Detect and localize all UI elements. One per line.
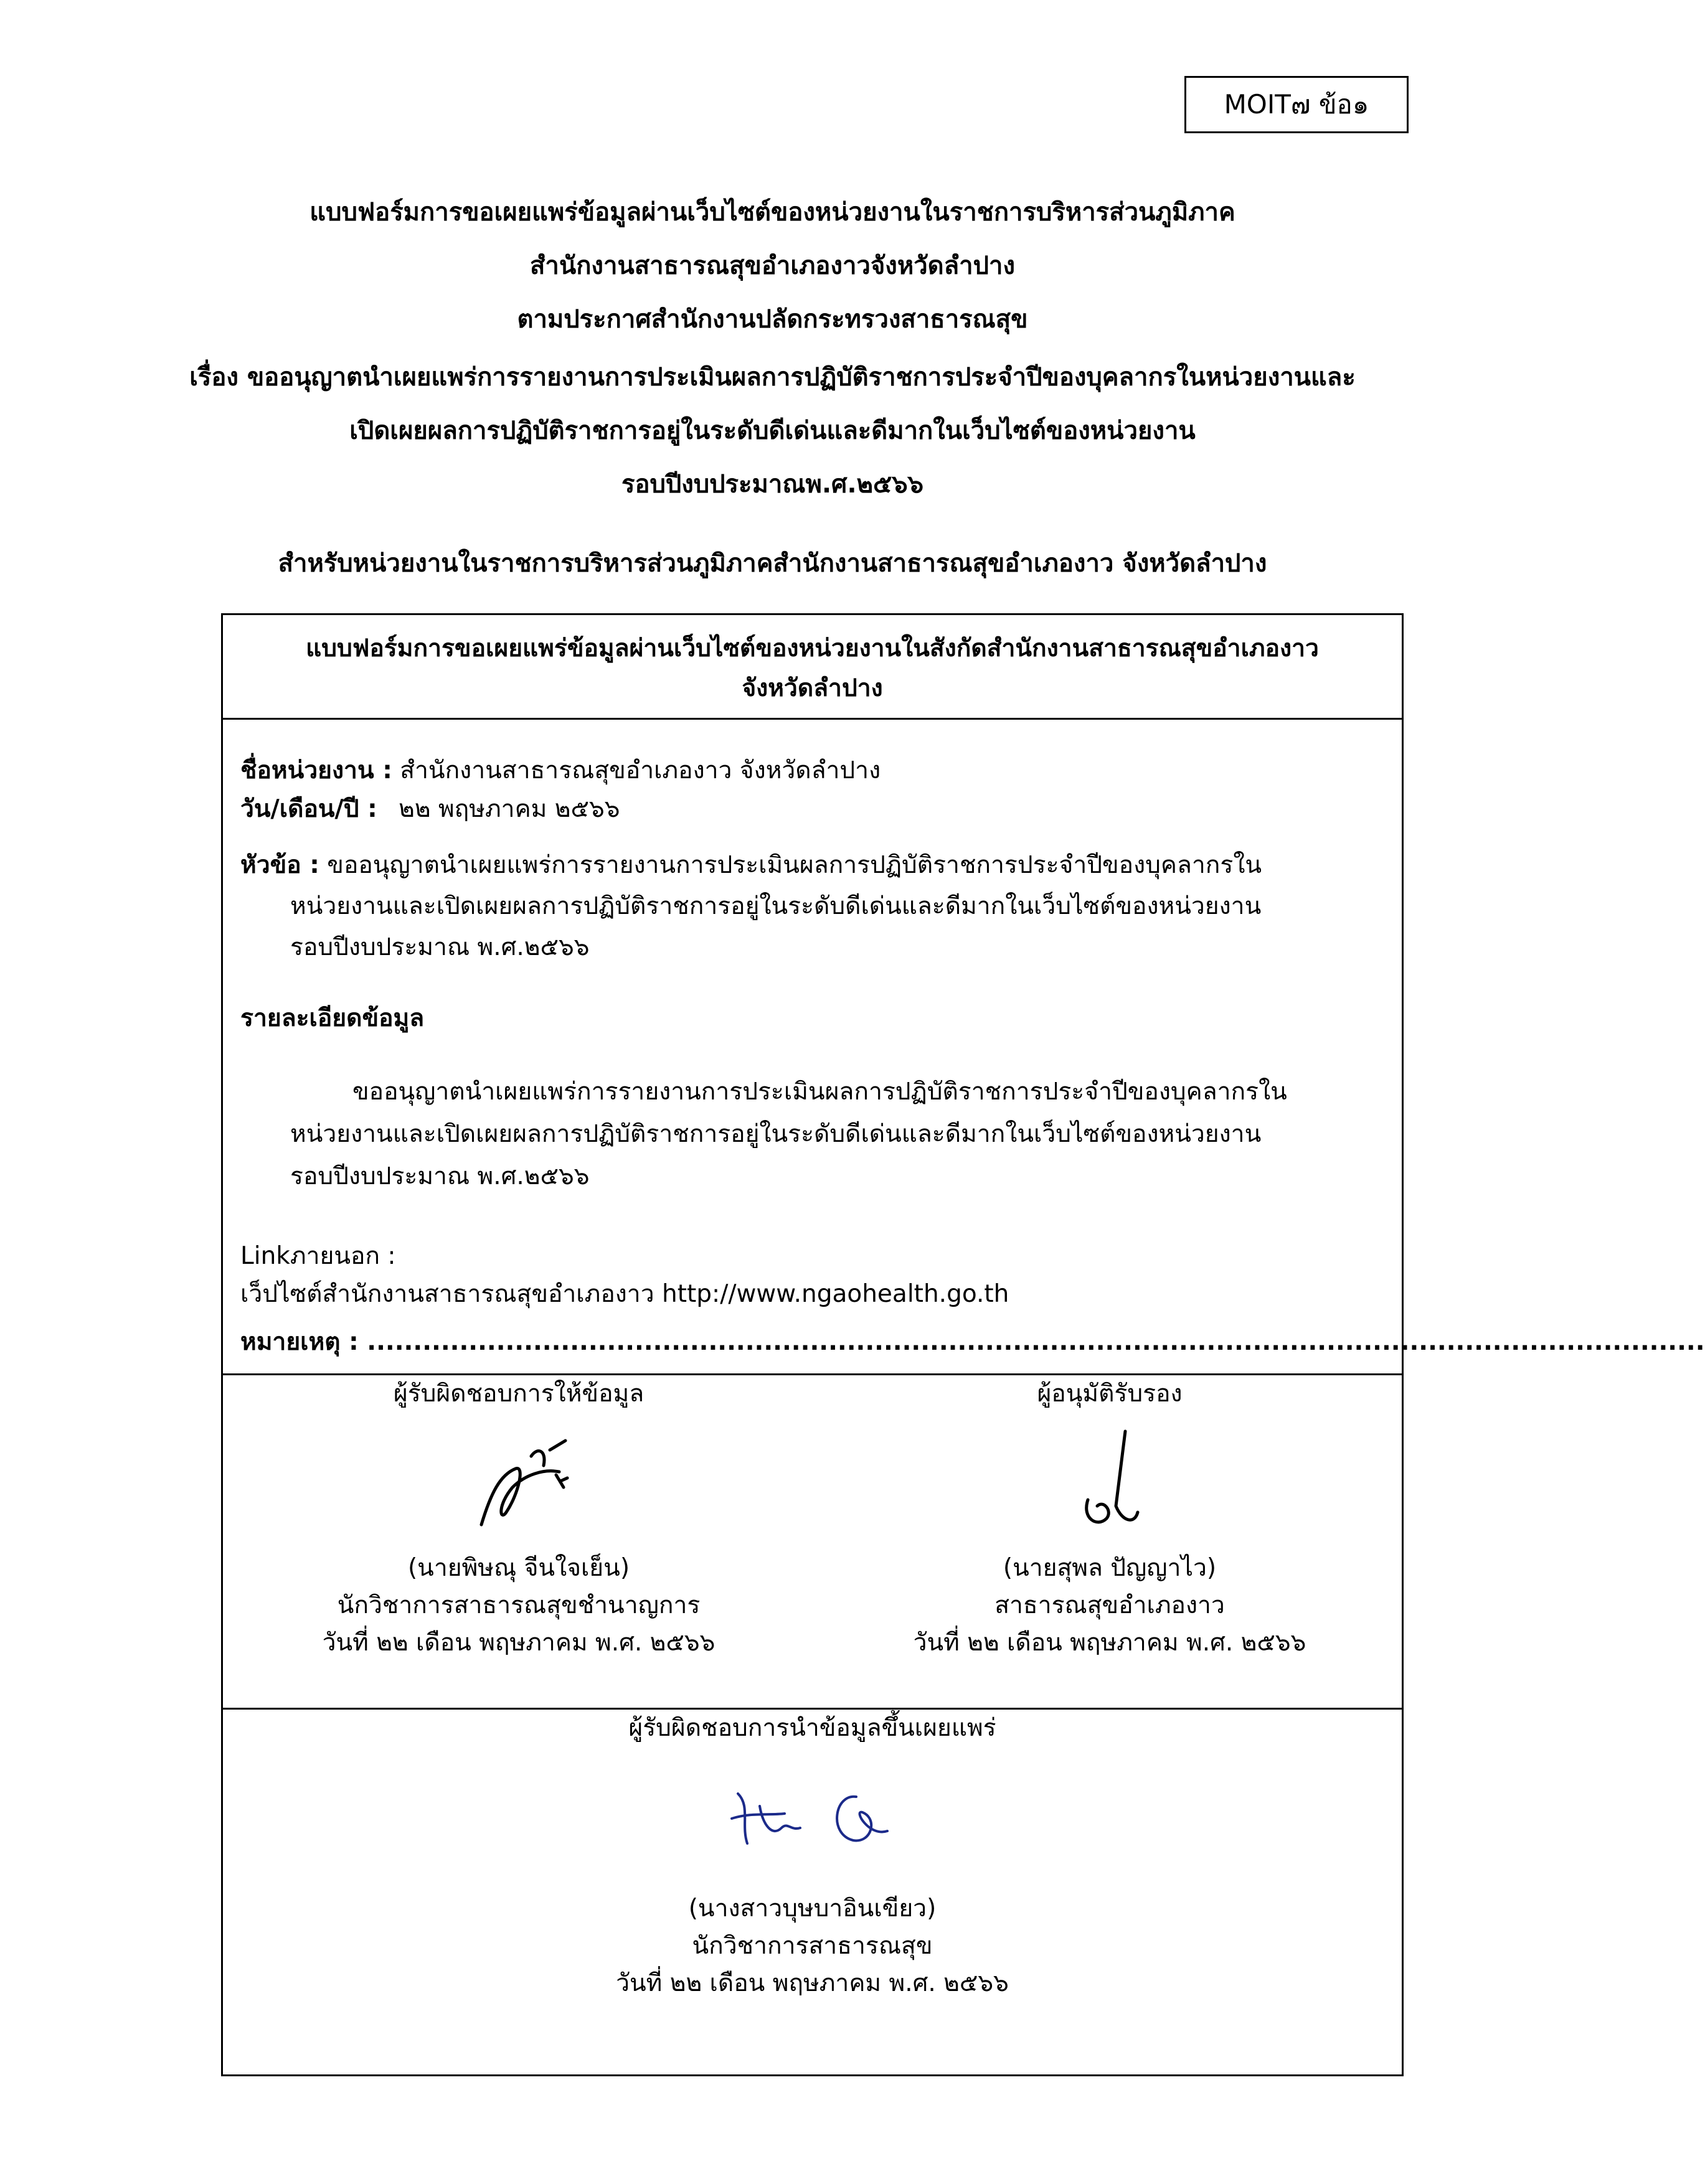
subject-line-3: รอบปีงบประมาณพ.ศ.๒๕๖๖ [621,470,924,499]
info-provider-position: นักวิชาการสาธารณสุขชำนาญการ [337,1591,701,1619]
topic-line-2: หน่วยงานและเปิดเผยผลการปฏิบัติราชการอยู่ในระดับดีเด่นและดีมากในเว็บไซต์ของหน่วยงาน [290,892,1262,920]
note-dots: ................................................................................................................................................. [367,1328,1705,1356]
publisher-name: (นางสาวบุษบาอินเขียว) [688,1895,937,1923]
publisher-role: ผู้รับผิดชอบการนำข้อมูลขึ้นเผยแพร่ [628,1714,996,1742]
table-heading-line-2: จังหวัดลำปาง [742,674,883,702]
approver-role: ผู้อนุมัติรับรอง [1037,1380,1183,1408]
info-provider-role: ผู้รับผิดชอบการให้ข้อมูล [393,1380,645,1408]
detail-line-1: ขออนุญาตนำเผยแพร่การรายงานการประเมินผลการปฏิบัติราชการประจำปีของบุคลากรใน [352,1078,1287,1106]
approval-signatures [223,1373,1402,1710]
form-details [223,720,1705,1373]
subject-line-2: เปิดเผยผลการปฏิบัติราชการอยู่ในระดับดีเด่นและดีมากในเว็บไซต์ของหน่วยงาน [349,417,1196,445]
form-table [221,613,1705,2076]
unit-value: สำนักงานสาธารณสุขอำเภองาว จังหวัดลำปาง [400,756,881,784]
info-provider-date: วันที่ ๒๒ เดือน พฤษภาคม พ.ศ. ๒๕๖๖ [322,1629,716,1657]
publisher-signature [223,1747,1402,1890]
topic-label: หัวข้อ : [240,851,319,879]
date-value: ๒๒ พฤษภาคม ๒๕๖๖ [399,795,620,823]
approver-signature [814,1413,1405,1550]
detail-heading: รายละเอียดข้อมูล [240,1004,425,1032]
approver-block [814,1375,1405,1662]
approver-name: (นายสุพล ปัญญาไว) [1003,1554,1217,1582]
subject-line-1: เรื่อง ขออนุญาตนำเผยแพร่การรายงานการประเมินผลการปฏิบัติราชการประจำปีของบุคลากรในหน่วยงานและ [189,363,1356,392]
note-row [240,1324,1705,1361]
document-header [0,186,1545,346]
for-unit-line: สำหรับหน่วยงานในราชการบริหารส่วนภูมิภาคสำนักงานสาธารณสุขอำเภองาว จังหวัดลำปาง [278,549,1267,578]
unit-row [240,752,881,789]
approver-date: วันที่ ๒๒ เดือน พฤษภาคม พ.ศ. ๒๕๖๖ [913,1629,1306,1657]
header-line-1: แบบฟอร์มการขอเผยแพร่ข้อมูลผ่านเว็บไซต์ของหน่วยงานในราชการบริหารส่วนภูมิภาค [309,198,1235,227]
detail-line-2: หน่วยงานและเปิดเผยผลการปฏิบัติราชการอยู่ในระดับดีเด่นและดีมากในเว็บไซต์ของหน่วยงาน [290,1120,1262,1148]
date-label: วัน/เดือน/ปี : [240,795,377,823]
table-heading [223,615,1402,720]
publisher-block [223,1710,1402,2074]
detail-line-3: รอบปีงบประมาณ พ.ศ.๒๕๖๖ [290,1162,590,1190]
form-reference-code: MOIT๗ ข้อ๑ [1184,76,1409,133]
header-line-3: ตามประกาศสำนักงานปลัดกระทรวงสาธารณสุข [517,305,1028,334]
document-subject [0,351,1545,511]
for-unit [0,537,1545,590]
header-line-2: สำนักงานสาธารณสุขอำเภองาวจังหวัดลำปาง [529,252,1015,280]
table-heading-line-1: แบบฟอร์มการขอเผยแพร่ข้อมูลผ่านเว็บไซต์ของหน่วยงานในสังกัดสำนักงานสาธารณสุขอำเภองาว [306,634,1319,662]
publisher-position: นักวิชาการสาธารณสุข [692,1932,933,1960]
external-link-label: Linkภายนอก : [240,1242,396,1270]
topic-line-1: ขออนุญาตนำเผยแพร่การรายงานการประเมินผลการปฏิบัติราชการประจำปีของบุคลากรใน [327,851,1262,879]
info-provider-signature [223,1413,815,1550]
date-row [240,791,620,828]
info-provider-name: (นายพิษณุ จีนใจเย็น) [407,1554,630,1582]
info-provider-block [223,1375,815,1662]
unit-label: ชื่อหน่วยงาน : [240,756,392,784]
topic-row [240,847,1262,884]
note-label: หมายเหตุ : [240,1328,367,1356]
approver-position: สาธารณสุขอำเภองาว [994,1591,1225,1619]
topic-line-3: รอบปีงบประมาณ พ.ศ.๒๕๖๖ [290,933,590,961]
publisher-date: วันที่ ๒๒ เดือน พฤษภาคม พ.ศ. ๒๕๖๖ [616,1969,1009,1997]
external-link-value: เว็ปไซต์สำนักงานสาธารณสุขอำเภองาว http://www.ngaohealth.go.th [240,1280,1009,1308]
